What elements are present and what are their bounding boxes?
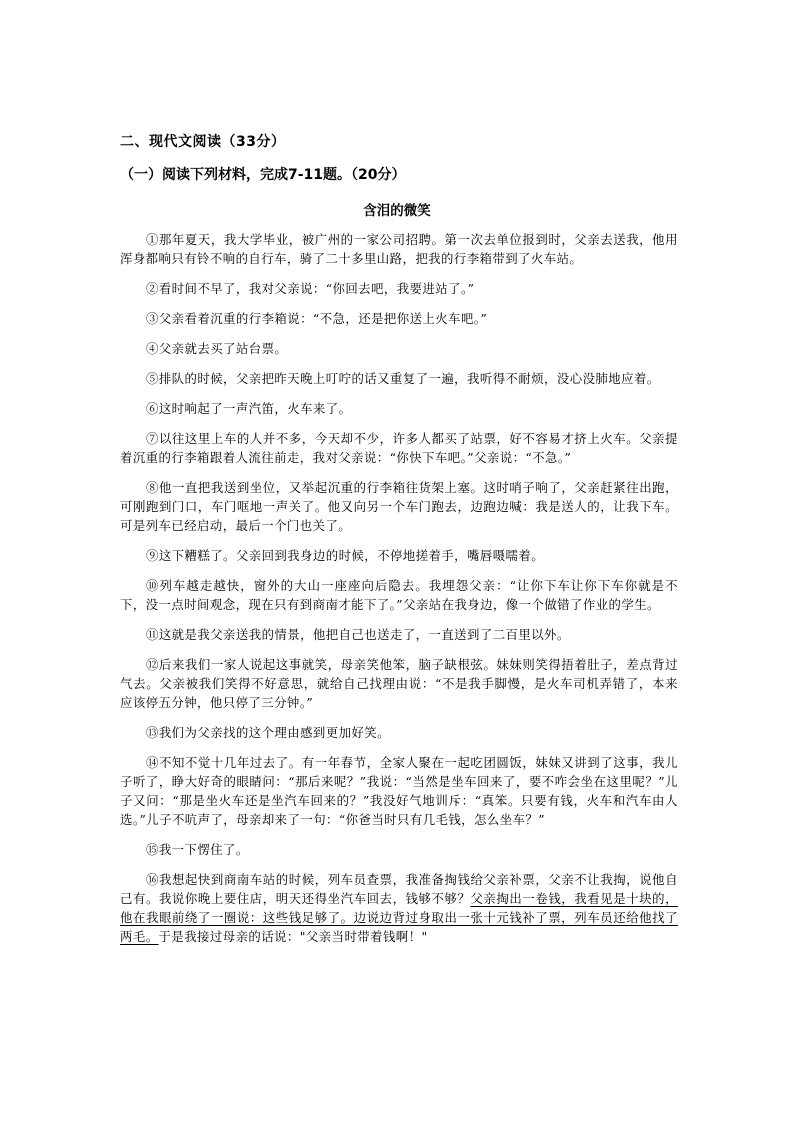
paragraph-16-text: ⑯我想起快到商南车站的时候，列车员查票，我准备掏钱给父亲补票，父亲不让我掏，说他自己有。我说你晚上要住店，明天还得坐汽车回去，钱够不够？ <box>120 872 678 906</box>
article-body <box>120 230 678 957</box>
paragraph-2: ②看时间不早了，我对父亲说：“你回去吧，我要进站了。” <box>146 281 475 296</box>
paragraph-8: ⑧他一直把我送到坐位，又举起沉重的行李箱往货架上塞。这时哨子响了，父亲赶紧往出跑，可刚跑到门口，车门哐地一声关了。他又向另一个车门跑去，边跑边喊：我是送人的，让我下车。可是列车已经启动，最后一个门也关了。 <box>120 480 678 533</box>
paragraph-5: ⑤排队的时候，父亲把昨天晚上叮咛的话又重复了一遍，我听得不耐烦，没心没肺地应着。 <box>146 371 660 386</box>
paragraph-3: ③父亲看着沉重的行李箱说：“不急，还是把你送上火车吧。” <box>146 311 488 326</box>
paragraph-16-ending: 于是我接过母亲的话说："父亲当时带着钱啊！" <box>158 929 428 944</box>
underlined-passage: 父亲掏出一卷钱，我看见是十块的，他在我眼前绕了一圈说：这些钱足够了。边说边背过身取出一张十元钱补了票，列车员还给他找了两毛。 <box>120 891 678 944</box>
paragraph-14: ⑭不知不觉十几年过去了。有一年春节，全家人聚在一起吃团圆饭，妹妹又讲到了这事，我儿子听了，睁大好奇的眼睛问：“那后来呢？”我说：“当然是坐车回来了，要不咋会坐在这里呢？”儿子又问：“那是坐火车还是坐汽车回来的？”我没好气地训斥：“真笨。只要有钱，火车和汽车由人选。”儿子不吭声了，母亲却来了一句：“你爸当时只有几毛钱，怎么坐车？” <box>120 755 678 827</box>
paragraph-15: ⑮我一下愣住了。 <box>146 842 249 857</box>
paragraph-13: ⑬我们为父亲找的这个理由感到更加好笑。 <box>146 725 390 740</box>
paragraph-1: ①那年夏天，我大学毕业，被广州的一家公司招聘。第一次去单位报到时，父亲去送我，他用浑身都响只有铃不响的自行车，骑了二十多里山路，把我的行李箱带到了火车站。 <box>120 232 678 266</box>
question-instructions: （一）阅读下列材料，完成7-11题。（20分） <box>120 167 406 183</box>
article-title: 含泪的微笑 <box>363 203 431 219</box>
paragraph-4: ④父亲就去买了站台票。 <box>146 341 288 356</box>
paragraph-12: ⑫后来我们一家人说起这事就笑，母亲笑他笨，脑子缺根弦。妹妹则笑得捂着肚子，差点背过气去。父亲被我们笑得不好意思，就给自己找理由说：“不是我手脚慢，是火车司机弄错了，本来应该停五分钟，他只停了三分钟。” <box>120 657 678 710</box>
paragraph-7: ⑦以往这里上车的人并不多，今天却不少，许多人都买了站票，好不容易才挤上火车。父亲提着沉重的行李箱跟着人流往前走，我对父亲说：“你快下车吧。”父亲说：“不急。” <box>120 431 678 465</box>
paragraph-16 <box>120 870 678 946</box>
paragraph-6: ⑥这时响起了一声汽笛，火车来了。 <box>146 401 352 416</box>
paragraph-10: ⑩列车越走越快，窗外的大山一座座向后隐去。我埋怨父亲：“让你下车让你下车你就是不下，没一点时间观念，现在只有到商南才能下了。”父亲站在我身边，像一个做错了作业的学生。 <box>120 578 678 612</box>
paragraph-11: ⑪这就是我父亲送我的情景，他把自己也送走了，一直送到了二百里以外。 <box>146 627 570 642</box>
section-heading: 二、现代文阅读（33分） <box>120 134 286 150</box>
paragraph-9: ⑨这下糟糕了。父亲回到我身边的时候，不停地搓着手，嘴唇嗫嚅着。 <box>146 548 545 563</box>
